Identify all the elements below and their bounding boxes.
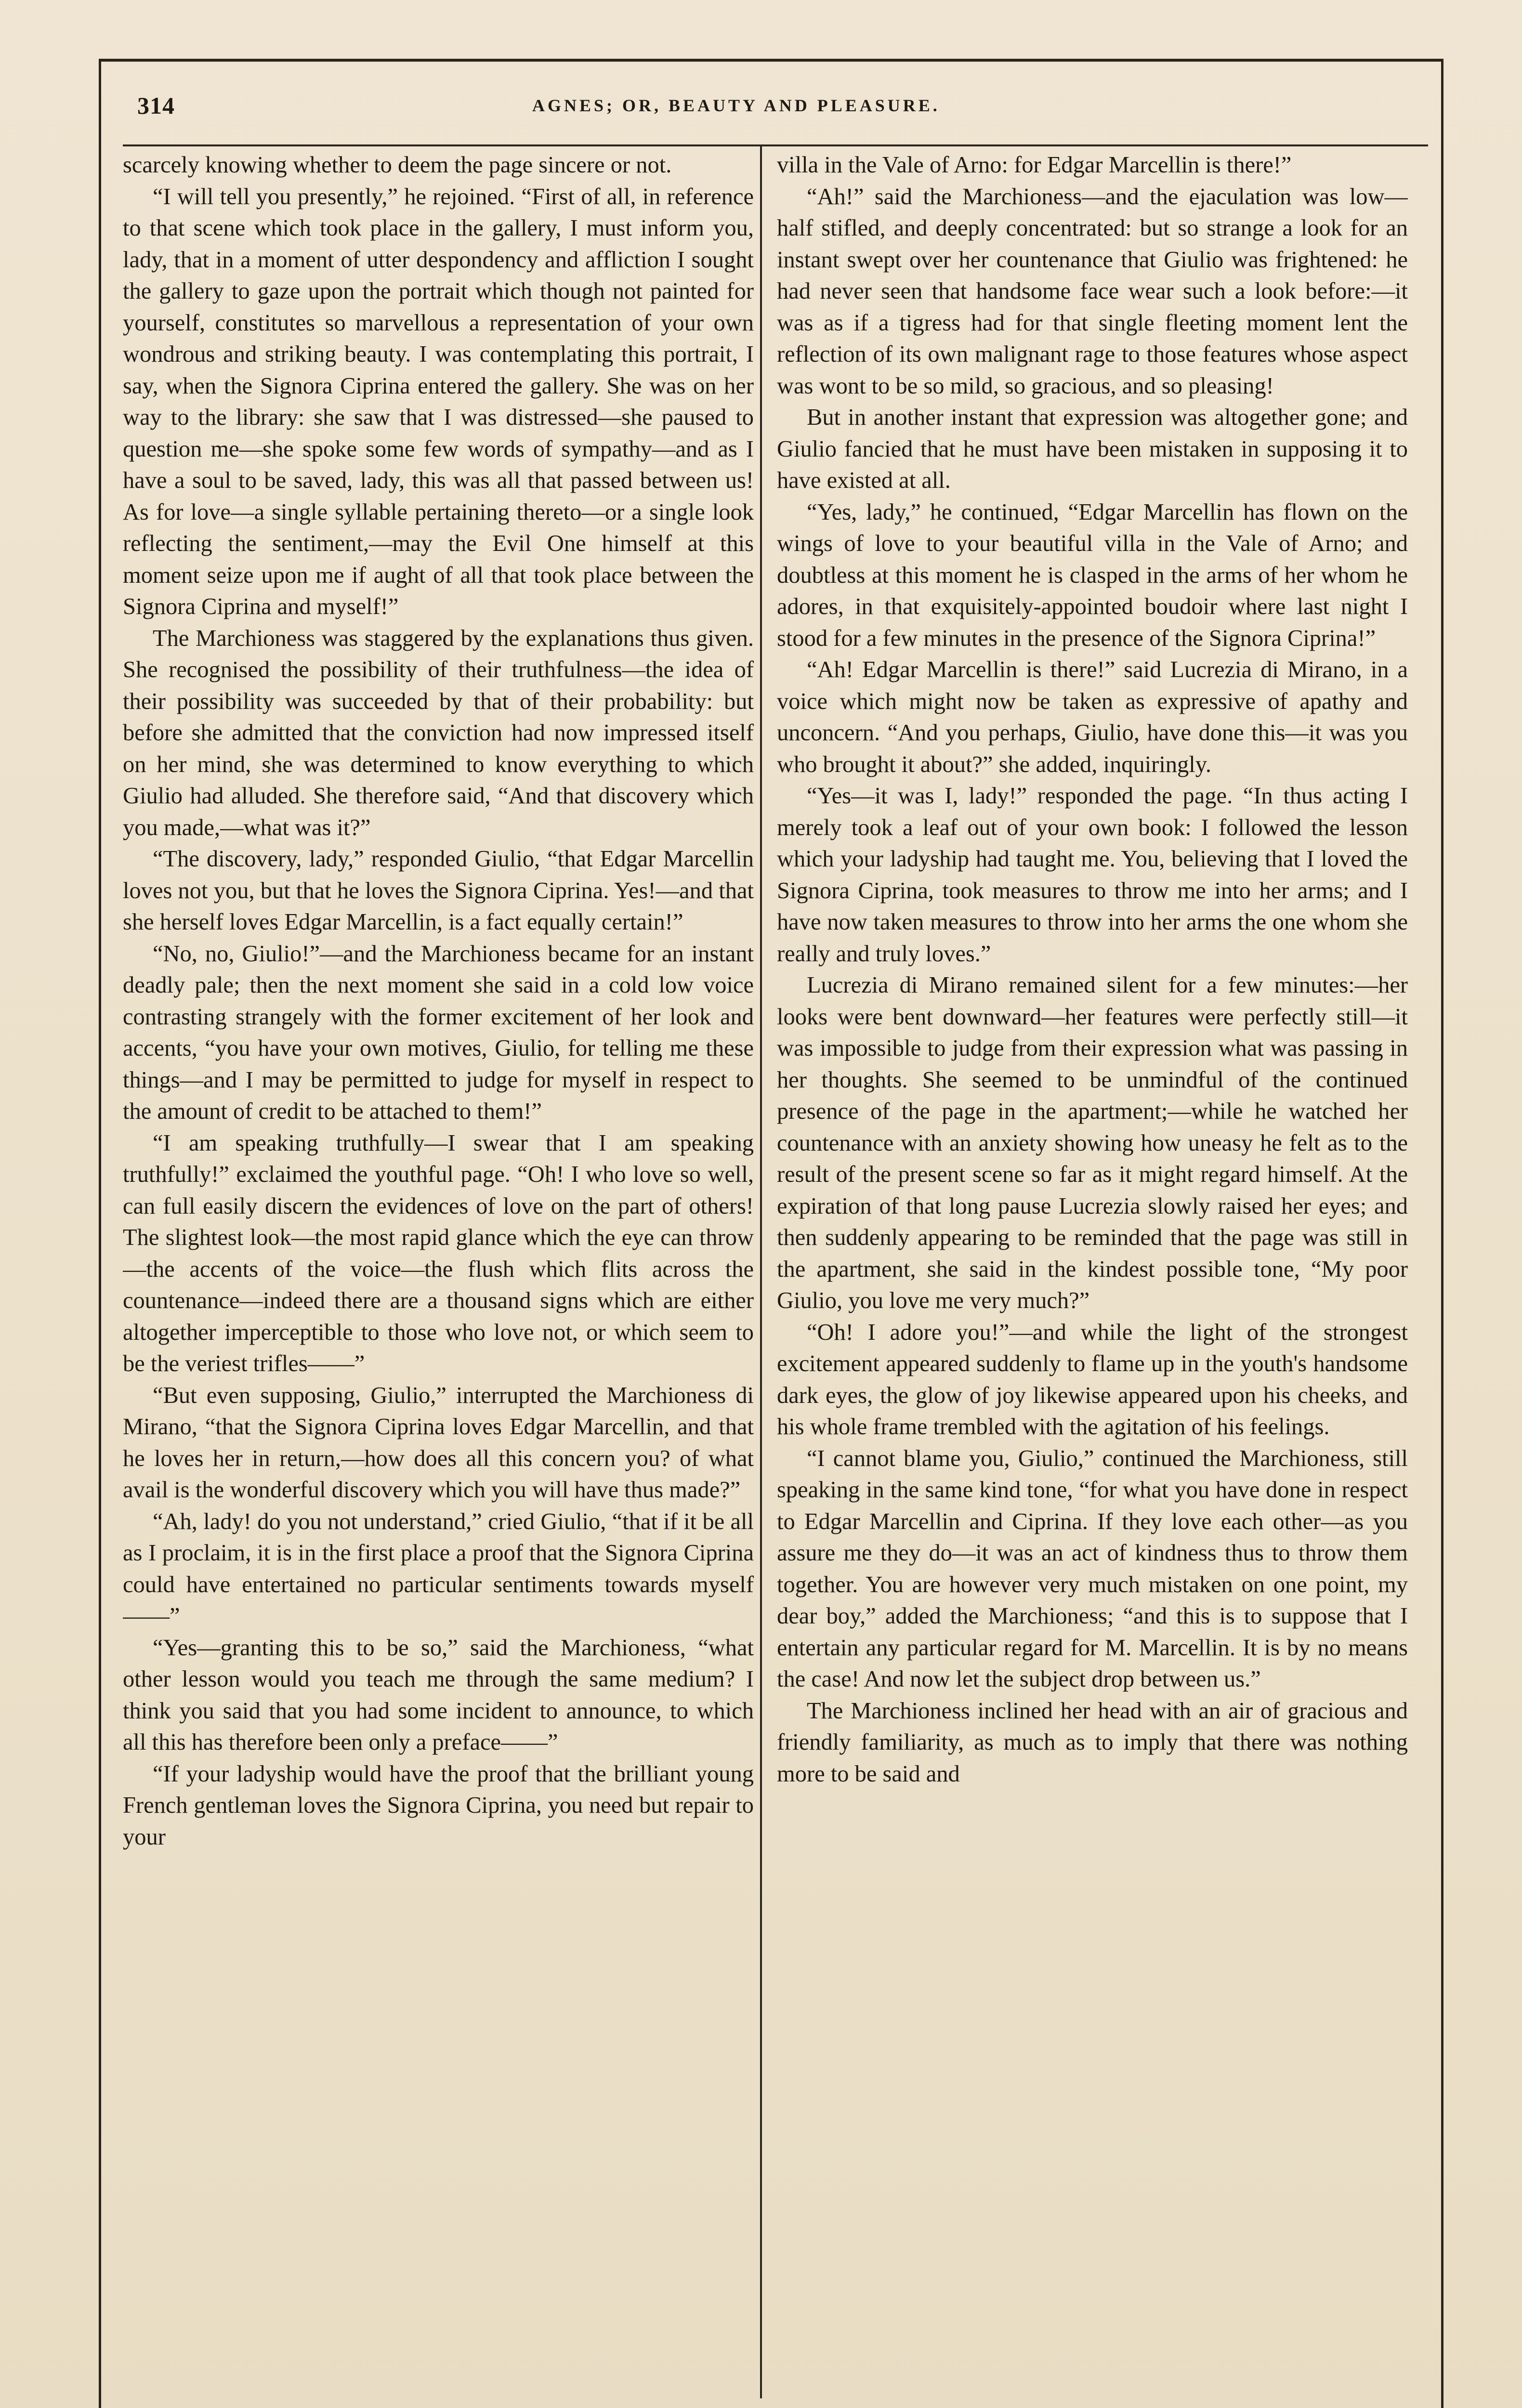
paragraph: Lucrezia di Mirano remained silent for a few minutes:—her looks were bent downward—her features were perfectly still—it was impossible to judge from their expression what was passing in her thoughts. She seemed to be unmindful of the continued presence of the page in the apartment;—while he watched her countenance with an anxiety showing how uneasy he felt as to the result of the present scene so far as it might regard himself. At the expiration of that long pause Lucrezia slowly raised her eyes; and then suddenly appearing to be reminded that the page was still in the apartment, she said in the kindest possible tone, “My poor Giulio, you love me very much?”	[777, 972, 1408, 1313]
paragraph: The Marchioness inclined her head with an air of gracious and friendly familiarity, as much as to imply that there was nothing more to be said and	[777, 1698, 1408, 1787]
paragraph: “But even supposing, Giulio,” interrupted the Marchioness di Mirano, “that the Signora Ciprina loves Edgar Marcellin, and that he loves her in return,—how does all this concern you? of what avail is the wonderful discovery which you will have thus made?”	[123, 1382, 754, 1503]
paragraph: “Ah! Edgar Marcellin is there!” said Lucrezia di Mirano, in a voice which might now be taken as expressive of apathy and unconcern. “And you perhaps, Giulio, have done this—it was you who brought it about?” she added, inquiringly.	[777, 657, 1408, 777]
running-title: AGNES; OR, BEAUTY AND PLEASURE.	[532, 96, 940, 115]
paragraph: “Yes, lady,” he continued, “Edgar Marcellin has flown on the wings of love to your beautiful villa in the Vale of Arno; and doubtless at this moment he is clasped in the arms of her whom he adores, in that exquisitely-appointed boudoir where last night I stood for a few minutes in the presence of the Signora Ciprina!”	[777, 499, 1408, 651]
paragraph: “I am speaking truthfully—I swear that I am speaking truthfully!” exclaimed the youthful page. “Oh! I who love so well, can full easily discern the evidences of love on the part of others! The slightest look—the most rapid glance which the eye can throw—the accents of the voice—the flush which flits across the countenance—indeed there are a thousand signs which are either altogether imperceptible to those who love not, or which seem to be the veriest trifles——”	[123, 1130, 754, 1376]
paragraph: “I cannot blame you, Giulio,” continued the Marchioness, still speaking in the same kind tone, “for what you have done in respect to Edgar Marcellin and Ciprina. If they love each other—as you assure me they do—it was an act of kindness thus to throw them together. You are however very much mistaken on one point, my dear boy,” added the Marchioness; “and this is to suppose that I entertain any particular regard for M. Marcellin. It is by no means the case! And now let the subject drop between us.”	[777, 1445, 1408, 1692]
column-divider	[760, 144, 762, 2398]
header-rule	[123, 144, 1428, 146]
paragraph: “Yes—it was I, lady!” responded the page. “In thus acting I merely took a leaf out of your own book: I followed the lesson which your ladyship had taught me. You, believing that I loved the Signora Ciprina, took measures to throw me into her arms; and I have now taken measures to throw into her arms the one whom she really and truly loves.”	[777, 783, 1408, 967]
paragraph: The Marchioness was staggered by the explanations thus given. She recognised the possibility of their truthfulness—the idea of their possibility was succeeded by that of their probability: but before she admitted that the conviction had now impressed itself on her mind, she was determined to know everything to which Giulio had alluded. She therefore said, “And that discovery which you made,—what was it?”	[123, 625, 754, 840]
paragraph: “I will tell you presently,” he rejoined. “First of all, in reference to that scene which took place in the gallery, I must inform you, lady, that in a moment of utter despondency and affliction I sought the gallery to gaze upon the portrait which though not painted for yourself, constitutes so marvellous a representation of your own wondrous and striking beauty. I was contemplating this portrait, I say, when the Signora Ciprina entered the gallery. She was on her way to the library: she saw that I was distressed—she paused to question me—she spoke some few words of sympathy—and as I have a soul to be saved, lady, this was all that passed between us! As for love—a single syllable pertaining thereto—or a single look reflecting the sentiment,—may the Evil One himself at this moment seize upon me if aught of all that took place between the Signora Ciprina and myself!”	[123, 183, 754, 619]
left-column	[123, 149, 754, 2394]
frame-right-rule	[1441, 59, 1443, 2408]
paragraph: villa in the Vale of Arno: for Edgar Marcellin is there!”	[777, 152, 1292, 178]
frame-left-rule	[99, 59, 101, 2408]
paragraph: scarcely knowing whether to deem the page sincere or not.	[123, 152, 672, 178]
paragraph: “Ah, lady! do you not understand,” cried Giulio, “that if it be all as I proclaim, it is in the first place a proof that the Signora Ciprina could have entertained no particular sentiments towards myself——”	[123, 1508, 754, 1629]
paragraph: But in another instant that expression was altogether gone; and Giulio fancied that he must have been mistaken in supposing it to have existed at all.	[777, 405, 1408, 493]
paragraph: “Ah!” said the Marchioness—and the ejaculation was low—half stifled, and deeply concentrated: but so strange a look for an instant swept over her countenance that Giulio was frightened: he had never seen that handsome face wear such a look before:—it was as if a tigress had for that single fleeting moment lent the reflection of its own malignant rage to those features whose aspect was wont to be so mild, so gracious, and so pleasing!	[777, 183, 1408, 399]
paragraph: “If your ladyship would have the proof that the brilliant young French gentleman loves the Signora Ciprina, you need but repair to your	[123, 1761, 754, 1850]
paragraph: “No, no, Giulio!”—and the Marchioness became for an instant deadly pale; then the next moment she said in a cold low voice contrasting strangely with the former excitement of her look and accents, “you have your own motives, Giulio, for telling me these things—and I may be permitted to judge for myself in respect to the amount of credit to be attached to them!”	[123, 941, 754, 1124]
right-column	[777, 149, 1408, 2394]
page-header	[137, 92, 1423, 125]
paragraph: “Oh! I adore you!”—and while the light of the strongest excitement appeared suddenly to flame up in the youth's handsome dark eyes, the glow of joy likewise appeared upon his cheeks, and his whole frame trembled with the agitation of his feelings.	[777, 1319, 1408, 1440]
paragraph: “The discovery, lady,” responded Giulio, “that Edgar Marcellin loves not you, but that he loves the Signora Ciprina. Yes!—and that she herself loves Edgar Marcellin, is a fact equally certain!”	[123, 846, 754, 935]
paragraph: “Yes—granting this to be so,” said the Marchioness, “what other lesson would you teach me through the same medium? I think you said that you had some incident to announce, to which all this has therefore been only a preface——”	[123, 1635, 754, 1755]
page-number: 314	[137, 92, 175, 119]
frame-top-rule	[99, 59, 1443, 62]
